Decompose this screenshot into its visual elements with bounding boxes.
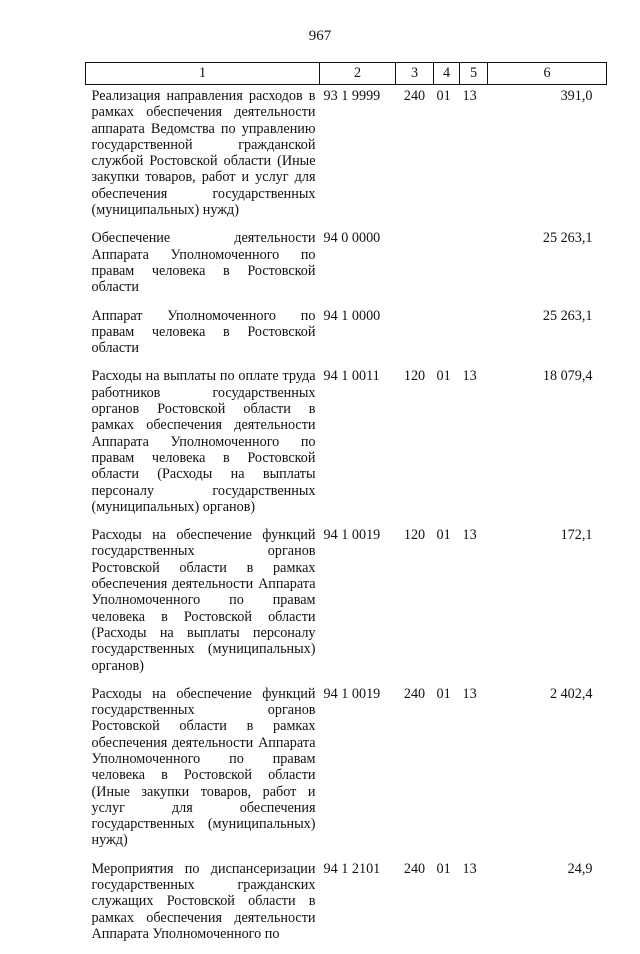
- row-pr: 13: [462, 527, 477, 544]
- row-sum: 391,0: [560, 88, 593, 104]
- row-rz: 01: [436, 88, 451, 104]
- table-row: [86, 686, 607, 861]
- row-sum: 172,1: [560, 527, 593, 544]
- table-row: [86, 230, 607, 307]
- row-rz: 01: [436, 860, 451, 877]
- row-vr: 240: [403, 88, 426, 104]
- row-rz: 01: [436, 527, 451, 544]
- table-row: [86, 861, 607, 954]
- row-rz: 01: [436, 685, 451, 702]
- row-name: Расходы на выплаты по оплате труда работников государственных органов Ростовской области в рамках обеспечения деятельности Аппарата Уполномоченного по правам человека в Ростовской области (Расходы на выплаты персоналу государственных (муниципальных) органов): [91, 368, 316, 515]
- row-vr: [396, 308, 434, 369]
- budget-table: [85, 62, 607, 954]
- row-vr: [396, 230, 434, 307]
- row-code: 94 1 2101: [323, 860, 381, 877]
- table-header-row: [86, 63, 607, 85]
- row-rz: [434, 230, 460, 307]
- header-col-4: 4: [434, 63, 460, 85]
- header-col-2: 2: [320, 63, 396, 85]
- row-rz: 01: [436, 368, 451, 385]
- row-name: Реализация направления расходов в рамках обеспечения деятельности аппарата Ведомства по управлению государственной гражданской службой Ростовской области (Иные закупки товаров, работ и услуг для обеспечения государственных (муниципальных) нужд): [91, 88, 316, 219]
- table-row: [86, 85, 607, 231]
- row-code: 94 1 0019: [323, 685, 381, 702]
- row-vr: 120: [403, 368, 426, 385]
- header-col-6: 6: [488, 63, 607, 85]
- row-sum: 25 263,1: [542, 230, 593, 247]
- table-row: [86, 308, 607, 369]
- row-pr: 13: [462, 860, 477, 877]
- row-pr: 13: [462, 368, 477, 385]
- row-pr: [460, 308, 488, 369]
- header-col-1: 1: [86, 63, 320, 85]
- row-code: 94 1 0011: [323, 368, 380, 385]
- row-vr: 240: [403, 860, 426, 877]
- row-code: 93 1 9999: [323, 88, 381, 104]
- row-sum: 18 079,4: [542, 368, 593, 385]
- row-code: 94 1 0000: [323, 307, 381, 324]
- table-row: [86, 527, 607, 686]
- row-code: 94 0 0000: [323, 230, 381, 247]
- row-code: 94 1 0019: [323, 527, 381, 544]
- header-col-5: 5: [460, 63, 488, 85]
- row-sum: 25 263,1: [542, 307, 593, 324]
- row-sum: 24,9: [567, 860, 593, 877]
- row-name: Аппарат Уполномоченного по правам человека в Ростовской области: [91, 307, 316, 357]
- table-row: [86, 368, 607, 527]
- header-col-3: 3: [396, 63, 434, 85]
- row-rz: [434, 308, 460, 369]
- row-vr: 120: [403, 527, 426, 544]
- row-name: Расходы на обеспечение функций государственных органов Ростовской области в рамках обеспечения деятельности Аппарата Уполномоченного по правам человека в Ростовской области (Расходы на выплаты персоналу государственных (муниципальных) органов): [91, 527, 316, 674]
- row-name: Расходы на обеспечение функций государственных органов Ростовской области в рамках обеспечения деятельности Аппарата Уполномоченного по правам человека в Ростовской области (Иные закупки товаров, работ и услуг для обеспечения государственных (муниципальных) нужд): [91, 685, 316, 849]
- row-pr: 13: [462, 88, 477, 104]
- row-pr: [460, 230, 488, 307]
- row-name: Мероприятия по диспансеризации государственных гражданских служащих Ростовской области в рамках обеспечения деятельности Аппарата Уполномоченного по: [91, 860, 316, 942]
- row-pr: 13: [462, 685, 477, 702]
- page-number: 967: [308, 28, 332, 44]
- row-vr: 240: [403, 685, 426, 702]
- row-name: Обеспечение деятельности Аппарата Уполномоченного по правам человека в Ростовской области: [91, 230, 316, 296]
- row-sum: 2 402,4: [549, 685, 593, 702]
